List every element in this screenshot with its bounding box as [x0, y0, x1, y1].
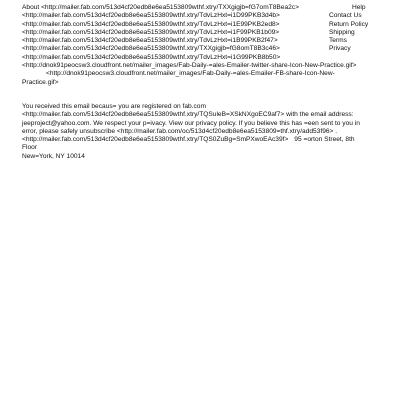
link-row-privacy	[22, 45, 394, 53]
fb-image-row-1	[22, 70, 394, 78]
email-body	[22, 4, 394, 161]
fb-image-row-2	[22, 79, 394, 87]
footer-notice	[22, 103, 374, 161]
contact-us-link[interactable]: Contact Us	[329, 12, 362, 20]
twitter-share-image-link[interactable]: <http://dnok91peocsw3.cloudfront.net/mailer_images/Fab-Daily-=ales-Emailer-twitter-share-Icon-New-Practice.gif>	[22, 62, 357, 70]
footer-line-2[interactable]: <http://mailer.fab.com/513d4cf20edb8e6ea5153809wthf.xtry/TQSuleB=XSkNXgoEC9af7> with the email address:	[22, 111, 354, 119]
terms-url[interactable]: <http://mailer.fab.com/513d4cf20edb8e6ea5153809wthf.xtry/TdvLzHxt=i1B99PKB2f47>	[22, 37, 278, 45]
footer-line-3: jeeproject@yahoo.com. We respect your p=ivacy. View our privacy policy. If you believe this has =een sent to you in	[22, 119, 360, 127]
link-row-contact	[22, 12, 394, 20]
link-row-shipping	[22, 29, 394, 37]
spacer	[22, 87, 394, 103]
footer-address-street: 95 =orton Street, 8th	[294, 136, 355, 144]
fb-share-image-link-cont[interactable]: Practice.gif>	[22, 78, 59, 86]
fb-share-image-link[interactable]: <http://dnok91peocsw3.cloudfront.net/mailer_images/Fab-Daily-=ales-Emailer-FB-share-Icon-New-	[46, 70, 335, 78]
return-policy-link[interactable]: Return Policy	[329, 20, 369, 28]
link-row-terms	[22, 37, 394, 45]
shipping-link[interactable]: Shipping	[329, 28, 355, 36]
footer-line-7: New=York, NY 10014	[22, 152, 85, 160]
privacy-link[interactable]: Privacy	[329, 45, 351, 53]
footer-line-4[interactable]: error, please safely unsubscribe <http://mailer.fab.com/oc/513d4cf20edb8e6ea5153809=thf.xtry/add53f96> .	[22, 127, 338, 135]
shipping-url[interactable]: <http://mailer.fab.com/513d4cf20edb8e6ea5153809wthf.xtry/TdvLzHxt=i1F99PKB1b09>	[22, 28, 280, 36]
footer-line-1: You received this email becaus= you are registered on fab.com	[22, 102, 206, 110]
link-row-extra	[22, 54, 394, 62]
return-url[interactable]: <http://mailer.fab.com/513d4cf20edb8e6ea5153809wthf.xtry/TdvLzHxt=i1E99PKB2ed8>	[22, 20, 280, 28]
privacy-url[interactable]: <http://mailer.fab.com/513d4cf20edb8e6ea5153809wthf.xtry/TXXgigjb=fG8omT8B3c46>	[22, 45, 280, 53]
about-link[interactable]: About <http://mailer.fab.com/513d4cf20edb8e6ea5153809wthf.xtry/TXXgigjb=fG7omT8Bea2c>	[22, 4, 299, 11]
help-link[interactable]: Help	[352, 4, 366, 11]
header-row	[22, 4, 394, 12]
terms-link[interactable]: Terms	[329, 37, 347, 45]
contact-url[interactable]: <http://mailer.fab.com/513d4cf20edb8e6ea5153809wthf.xtry/TdvLzHxt=i1D99PKB3d4b>	[22, 12, 280, 20]
extra-url[interactable]: <http://mailer.fab.com/513d4cf20edb8e6ea5153809wthf.xtry/TdvLzHxt=i1G99PKB8b50>	[22, 53, 281, 61]
twitter-image-row	[22, 62, 394, 70]
footer-line-6: Floor	[22, 144, 38, 152]
link-row-return	[22, 21, 394, 29]
footer-address-url[interactable]: <http://mailer.fab.com/513d4cf20edb8e6ea5153809wthf.xtry/TQS0ZuBg=SmPXwoEAc39f>	[22, 136, 289, 144]
footer-line-5	[22, 136, 374, 144]
